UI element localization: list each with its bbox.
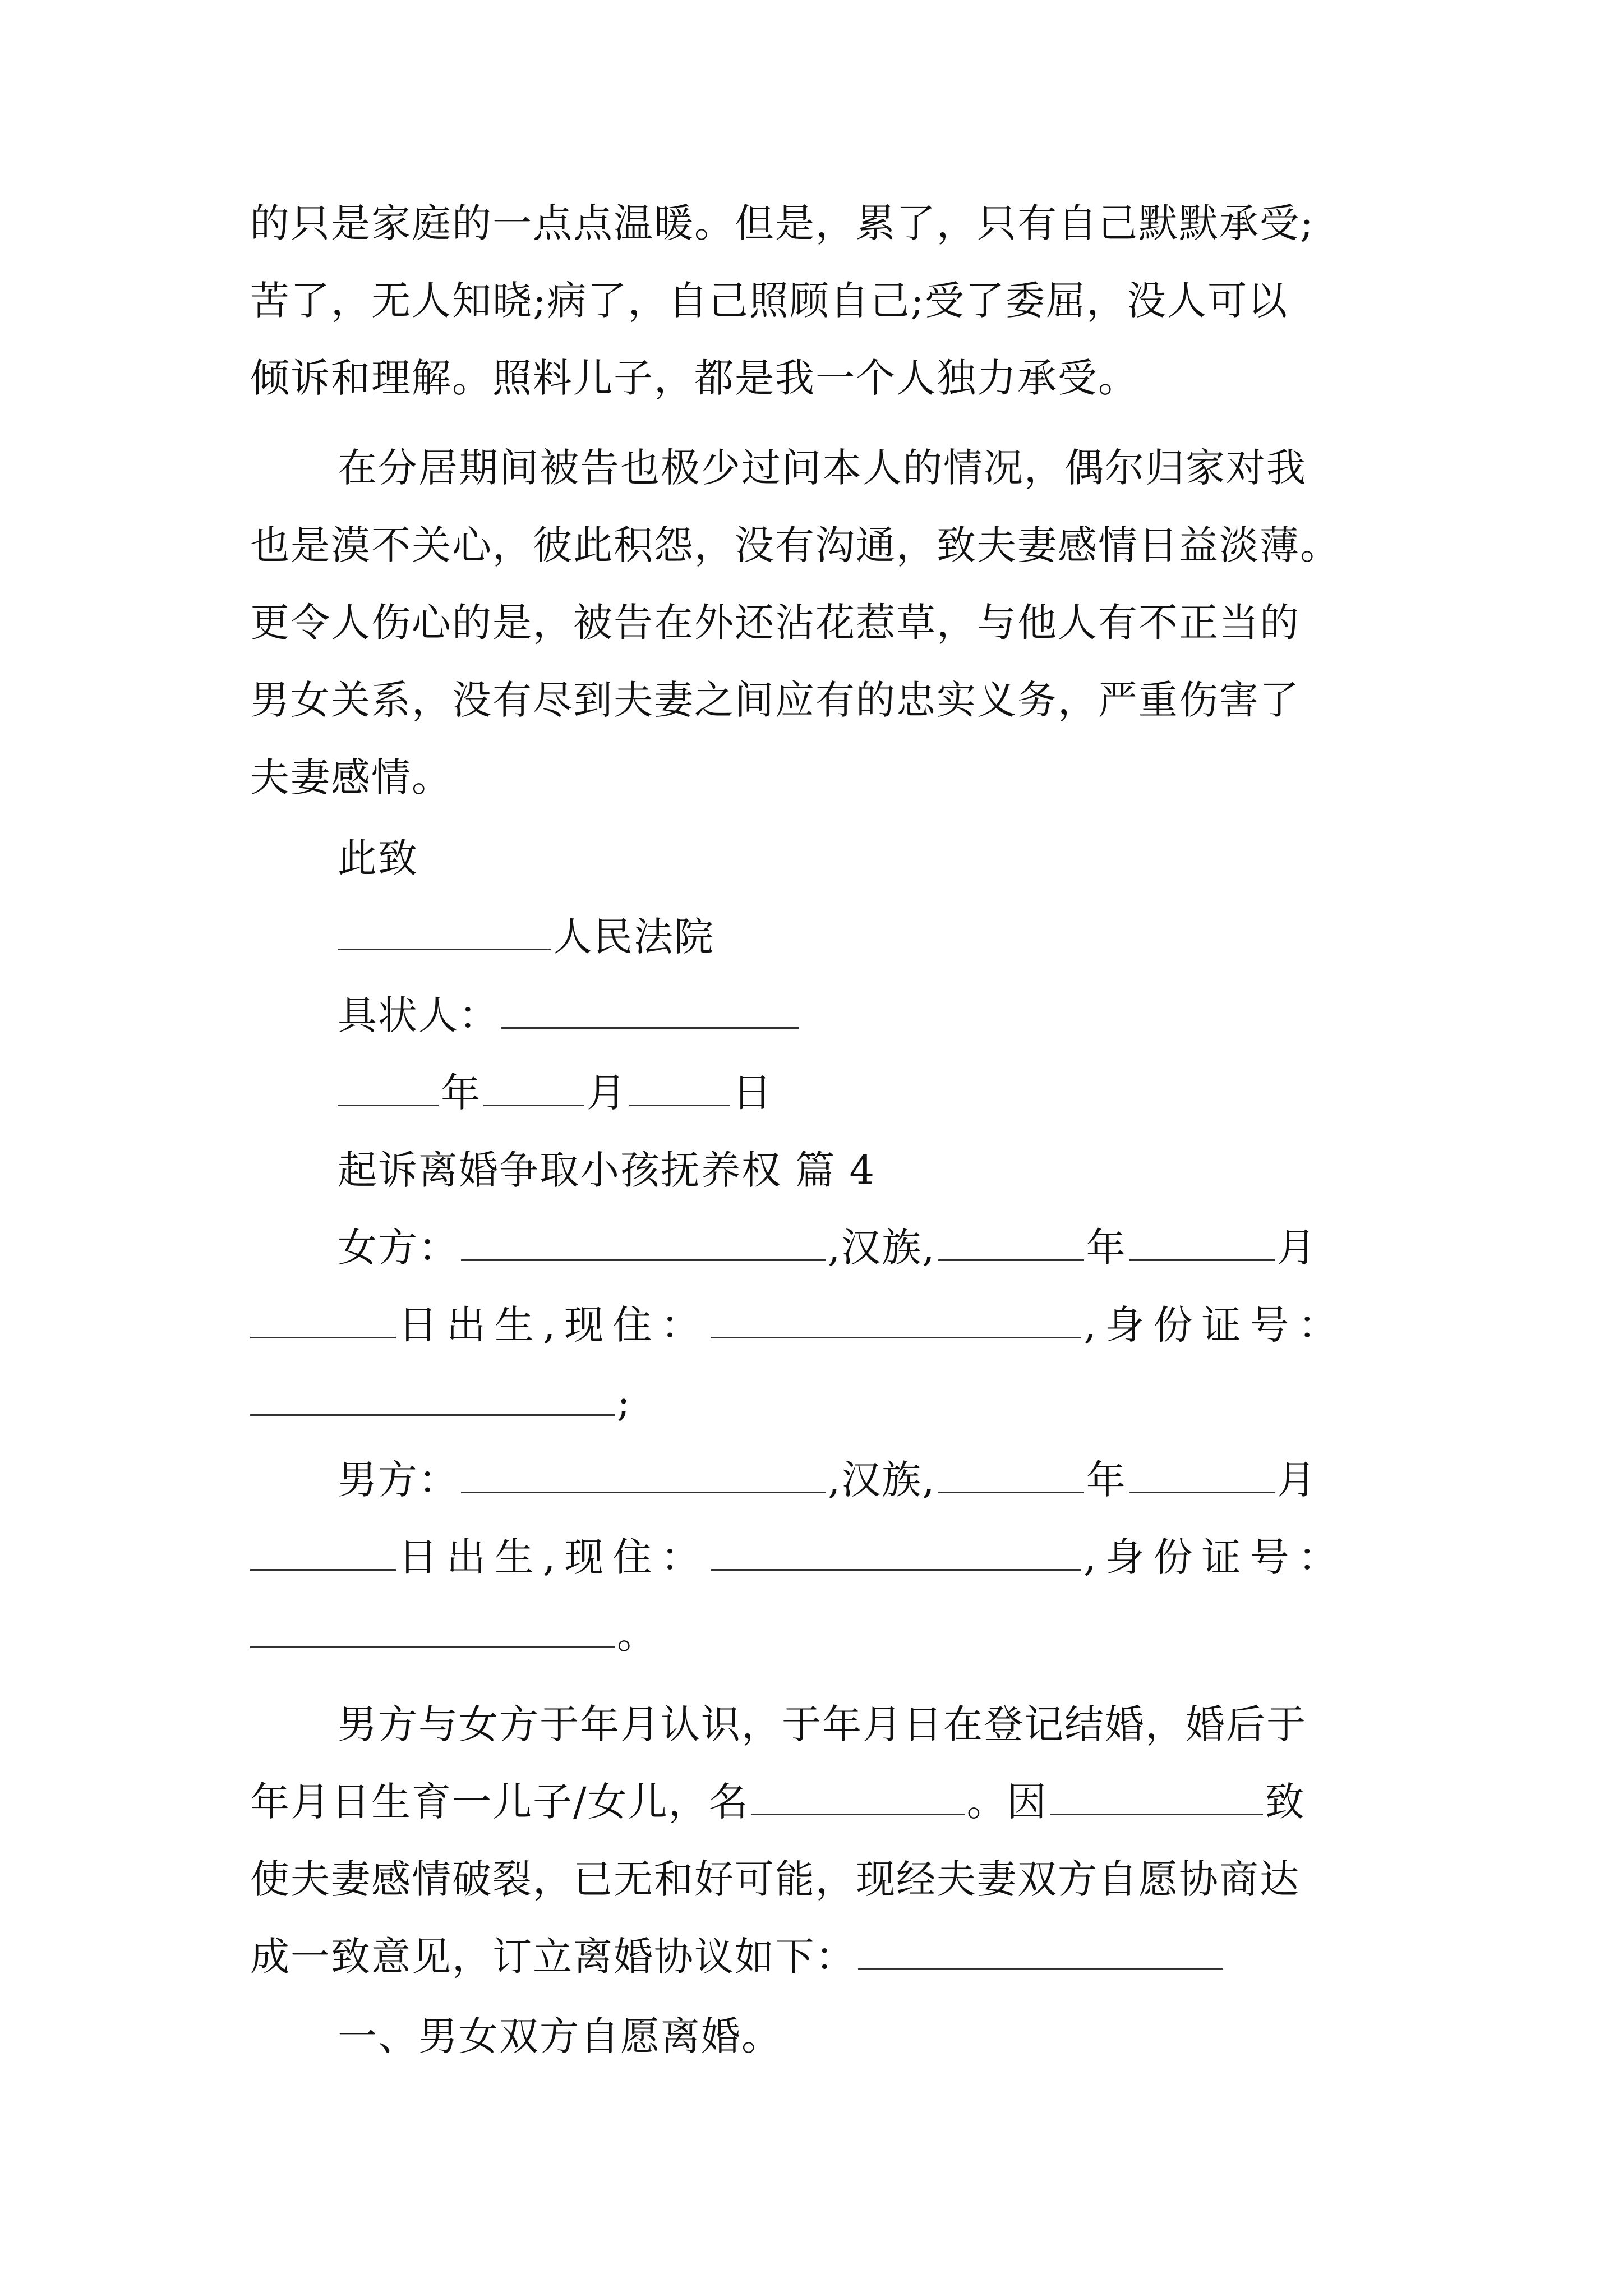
year-label: 年 (441, 1070, 481, 1116)
female-month-blank (1129, 1225, 1275, 1261)
female-name-blank (461, 1225, 826, 1261)
paragraph-line: 更令人伤心的是，被告在外还沾花惹草，与他人有不正当的 (250, 600, 1300, 646)
year-blank (338, 1070, 439, 1106)
court-line (338, 909, 714, 965)
court-label: 人民法院 (553, 914, 714, 960)
section-title: 起诉离婚争取小孩抚养权 篇 4 (338, 1147, 876, 1193)
paragraph-line: 男女关系，没有尽到夫妻之间应有的忠实义务，严重伤害了 (250, 677, 1300, 723)
paragraph-line: 倾诉和理解。照料儿子，都是我一个人独力承受。 (250, 355, 1138, 401)
salutation: 此致 (338, 835, 418, 881)
male-name-blank (461, 1457, 826, 1493)
court-name-blank (338, 914, 551, 950)
reason-blank (1050, 1779, 1263, 1815)
male-label: 男方： (338, 1457, 459, 1503)
signer-line (338, 987, 801, 1043)
female-id-label: ,身份证号： (1083, 1302, 1347, 1348)
female-id-blank (250, 1379, 615, 1416)
paragraph-line: 的只是家庭的一点点温暖。但是，累了，只有自己默默承受; (250, 200, 1315, 246)
female-year-blank (938, 1225, 1084, 1261)
agreement-reason-label: 。因 (966, 1779, 1048, 1825)
male-month-label: 月 (1276, 1457, 1317, 1503)
agreement-zhi: 致 (1265, 1779, 1306, 1825)
day-label: 日 (732, 1070, 773, 1116)
female-born-label: 日出生,现住： (398, 1302, 709, 1348)
female-month-label: 月 (1276, 1225, 1317, 1271)
paragraph-line: 苦了，无人知晓;病了，自己照顾自己;受了委屈，没人可以 (250, 278, 1289, 324)
child-name-blank (751, 1779, 965, 1815)
signer-label: 具状人： (338, 992, 499, 1038)
paragraph-line: 也是漠不关心，彼此积怨，没有沟通，致夫妻感情日益淡薄。 (250, 522, 1340, 568)
female-year-label: 年 (1086, 1225, 1127, 1271)
agreement-line-3: 使夫妻感情破裂，已无和好可能，现经夫妻双方自愿协商达 (250, 1856, 1300, 1902)
female-end: ; (617, 1379, 631, 1425)
male-line-3 (250, 1607, 657, 1663)
female-label: 女方： (338, 1225, 459, 1271)
female-line-2 (250, 1297, 1347, 1353)
male-ethnic: ,汉族, (828, 1457, 936, 1503)
agreement-blank (858, 1934, 1223, 1970)
male-id-label: ,身份证号： (1083, 1534, 1347, 1580)
male-address-blank (711, 1534, 1081, 1571)
male-line-2 (250, 1529, 1347, 1585)
male-born-label: 日出生,现住： (398, 1534, 709, 1580)
date-line (338, 1065, 773, 1121)
signer-blank (501, 992, 799, 1029)
agreement-child-label: 年月日生育一儿子/女儿，名 (250, 1779, 749, 1825)
paragraph-line: 在分居期间被告也极少过问本人的情况，偶尔归家对我 (338, 445, 1307, 491)
male-end: 。 (617, 1612, 657, 1658)
male-year-label: 年 (1086, 1457, 1127, 1503)
female-line-1 (338, 1220, 1317, 1276)
female-line-3 (250, 1374, 631, 1430)
agreement-line-2 (250, 1774, 1306, 1830)
agreement-intro: 成一致意见，订立离婚协议如下： (250, 1934, 856, 1980)
male-month-blank (1129, 1457, 1275, 1493)
male-year-blank (938, 1457, 1084, 1493)
male-day-blank (250, 1534, 396, 1571)
male-id-blank (250, 1612, 615, 1648)
paragraph-line: 夫妻感情。 (250, 754, 452, 800)
agreement-line-4 (250, 1929, 1225, 1985)
day-blank (629, 1070, 730, 1106)
month-label: 月 (587, 1070, 627, 1116)
female-address-blank (711, 1302, 1081, 1338)
agreement-item-1: 一、男女双方自愿离婚。 (338, 2013, 782, 2059)
month-blank (483, 1070, 584, 1106)
male-line-1 (338, 1452, 1317, 1508)
female-ethnic: ,汉族, (828, 1225, 936, 1271)
agreement-line-1: 男方与女方于年月认识，于年月日在登记结婚，婚后于 (338, 1701, 1307, 1747)
female-day-blank (250, 1302, 396, 1338)
